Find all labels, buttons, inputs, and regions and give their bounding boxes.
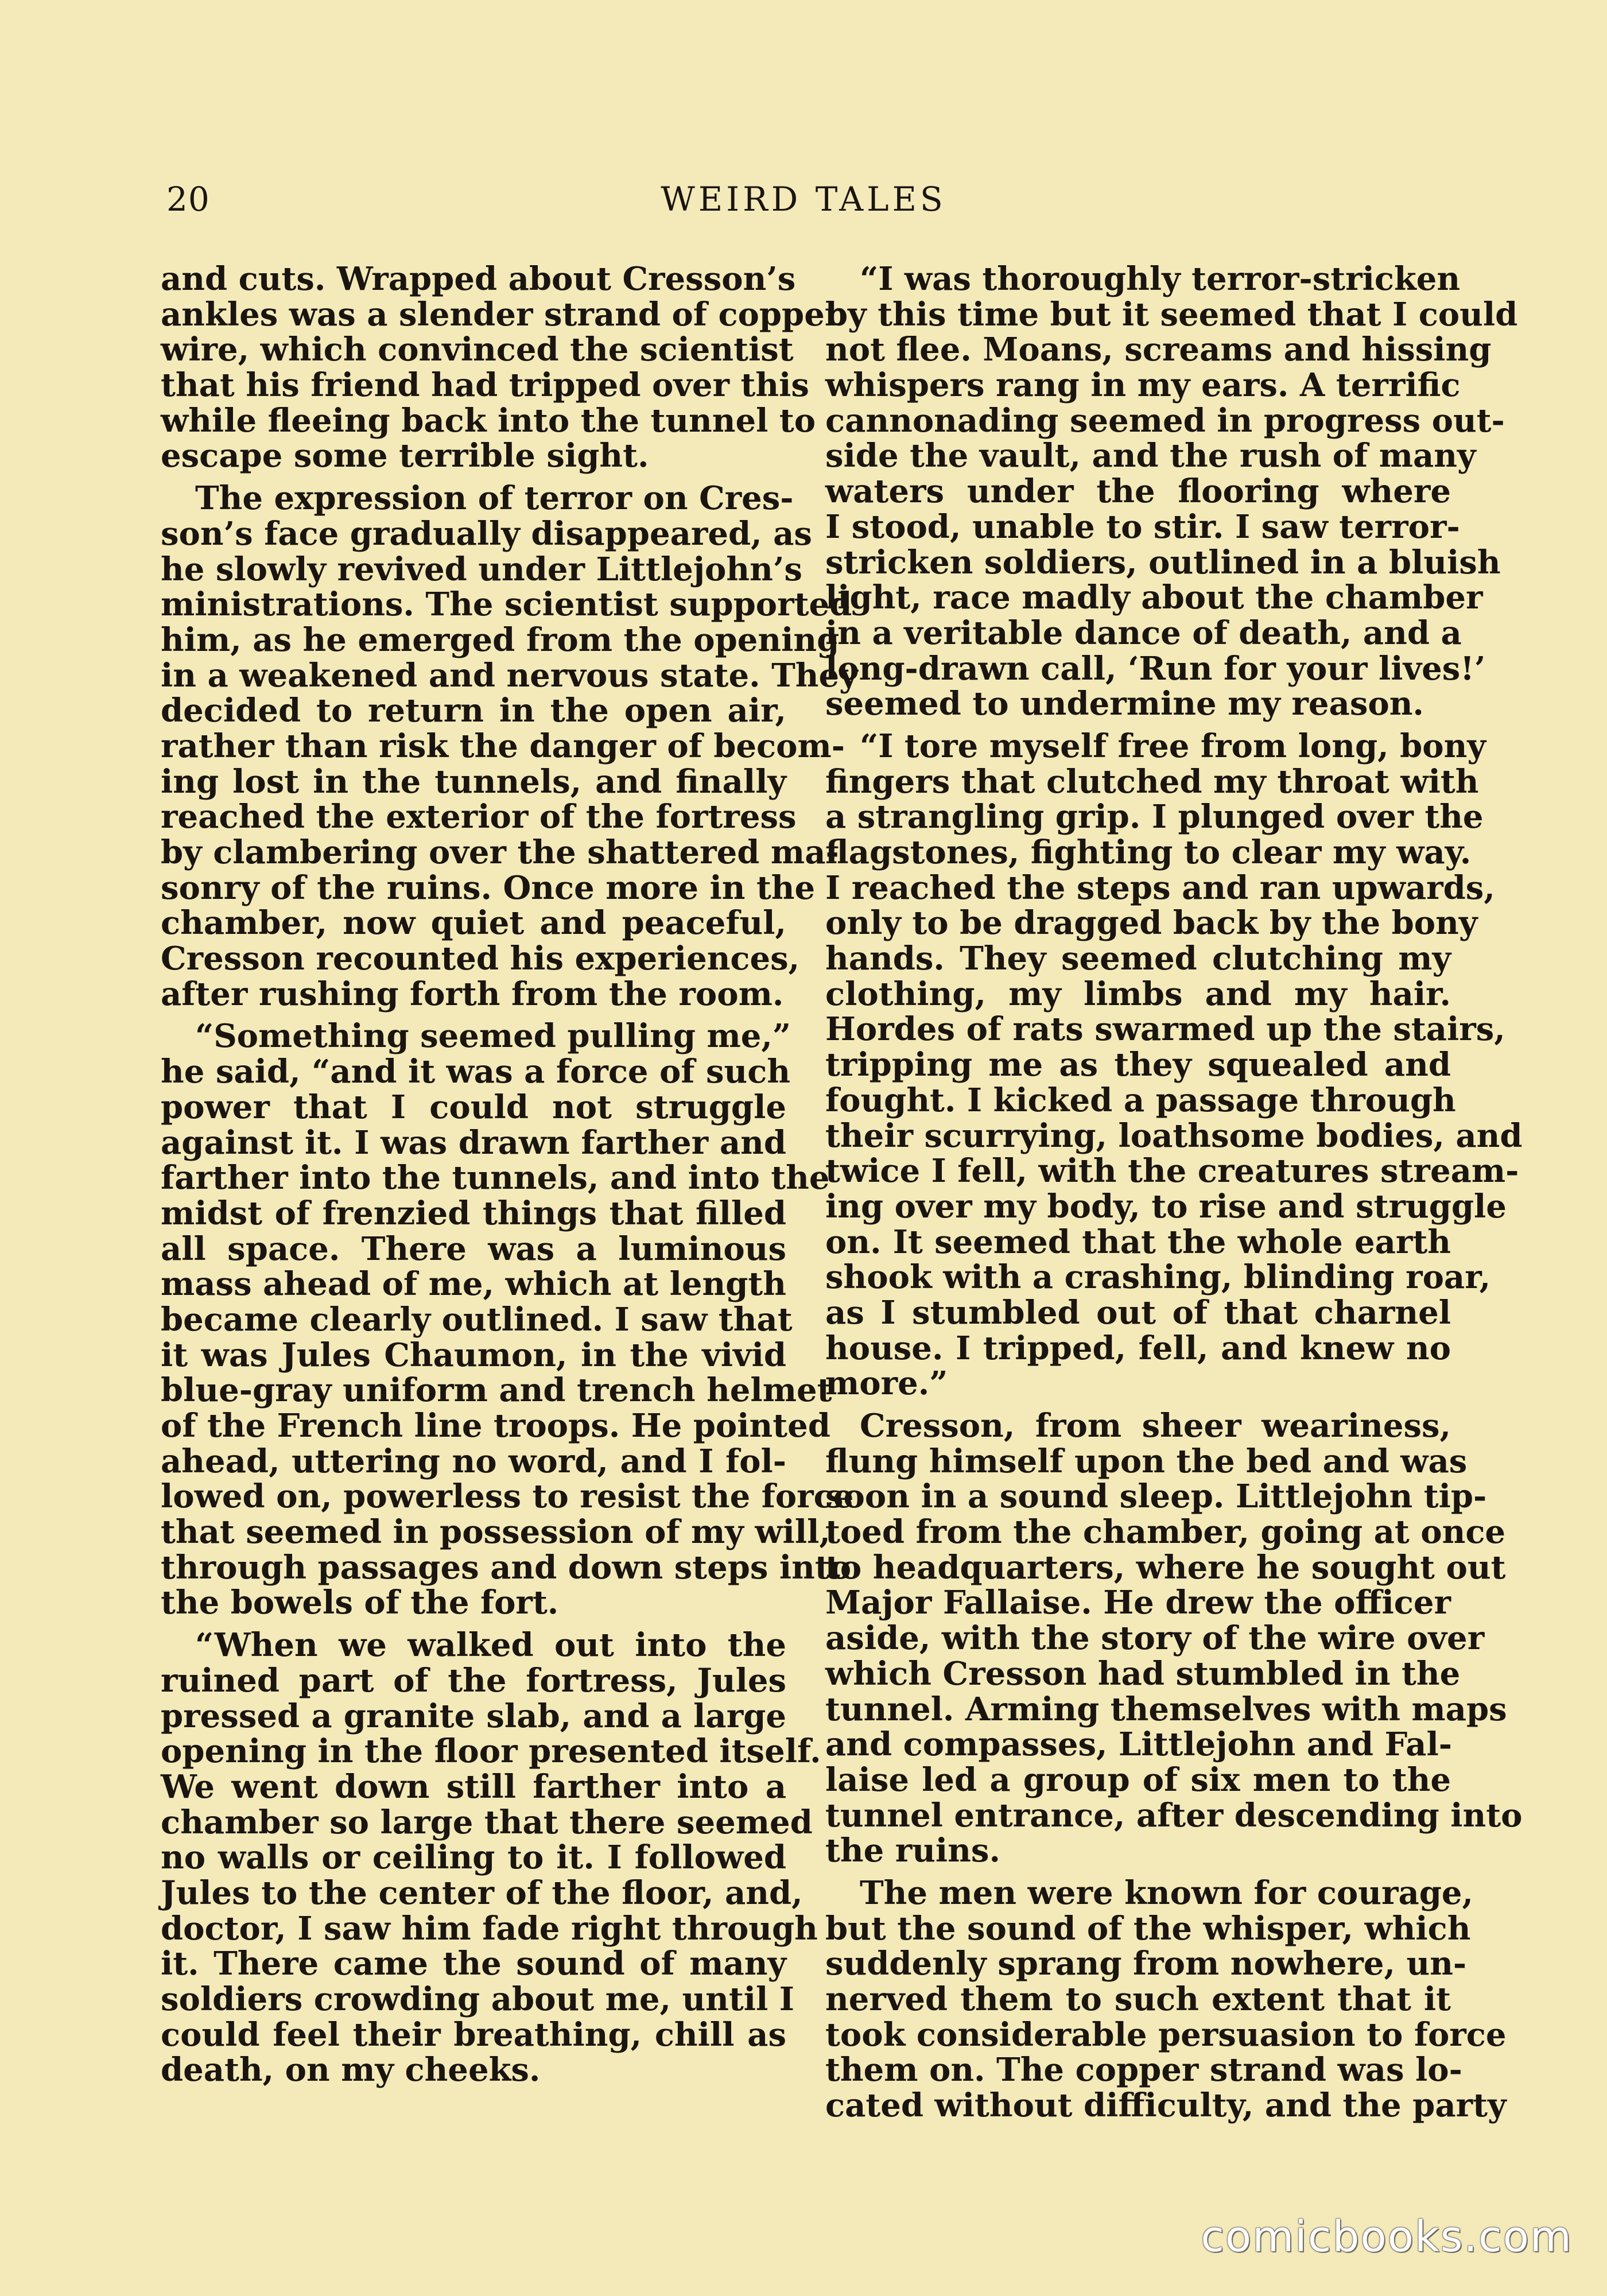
text-line: pressed a granite slab, and a large [161,1697,786,1735]
text-line: by clambering over the shattered ma- [161,833,839,871]
text-line: escape some terrible sight. [161,437,649,475]
text-line: while fleeing back into the tunnel to [161,401,816,440]
text-line: house. I tripped, fell, and knew no [825,1329,1451,1367]
text-line: that his friend had tripped over this [161,366,809,405]
text-line: blue-gray uniform and trench helmet [161,1371,832,1410]
text-line: fingers that clutched my throat with [825,762,1479,801]
text-line: soon in a sound sleep. Littlejohn tip- [825,1477,1487,1516]
text-line: and cuts. Wrapped about Cresson’s [161,260,796,298]
text-line: flung himself upon the bed and was [825,1442,1468,1480]
text-line: ankles was a slender strand of copper [161,295,842,333]
text-line: ahead, uttering no word, and I fol- [161,1442,786,1480]
text-line: nerved them to such extent that it [825,1980,1451,2018]
text-line: doctor, I saw him fade right through [161,1909,818,1948]
text-line: it. There came the sound of many [161,1945,786,1983]
text-line: of the French line troops. He pointed [161,1407,830,1445]
text-line: The expression of terror on Cres- [195,479,794,518]
text-line: side the vault, and the rush of many [825,437,1476,475]
text-line: the ruins. [825,1832,1000,1870]
running-head: WEIRD TALES [661,180,946,219]
text-line: a strangling grip. I plunged over the [825,798,1484,836]
text-line: I stood, unable to stir. I saw terror- [825,507,1460,546]
text-line: sonry of the ruins. Once more in the [161,868,816,907]
text-line: not flee. Moans, screams and hissing [825,331,1492,369]
text-line: clothing, my limbs and my hair. [825,975,1451,1013]
text-line: farther into the tunnels, and into the [161,1159,830,1197]
text-line: “I tore myself free from long, bony [860,727,1486,765]
text-line: ing lost in the tunnels, and finally [161,762,786,801]
text-line: aside, with the story of the wire over [825,1619,1485,1658]
text-line: death, on my cheeks. [161,2051,541,2089]
text-line: lowed on, powerless to resist the force [161,1477,854,1516]
text-line: long-drawn call, ‘Run for your lives!’ [825,649,1486,688]
text-line: only to be dragged back by the bony [825,904,1478,943]
text-line: “When we walked out into the [195,1626,786,1665]
text-line: flagstones, fighting to clear my way. [825,833,1472,871]
text-line: hands. They seemed clutching my [825,940,1451,978]
text-line: could feel their breathing, chill as [161,2015,786,2054]
text-line: light, race madly about the chamber [825,579,1483,617]
text-line: that seemed in possession of my will, [161,1513,830,1552]
text-line: mass ahead of me, which at length [161,1265,786,1304]
text-line: after rushing forth from the room. [161,975,784,1013]
text-line: it was Jules Chaumon, in the vivid [161,1336,786,1374]
text-line: but the sound of the whisper, which [825,1909,1471,1948]
text-line: them on. The copper strand was lo- [825,2051,1462,2089]
right-column [825,260,1523,2125]
text-line: midst of frenzied things that filled [161,1194,786,1232]
text-line: cannonading seemed in progress out- [825,401,1505,440]
text-line: by this time but it seemed that I could [825,295,1518,333]
text-line: suddenly sprang from nowhere, un- [825,1945,1467,1983]
text-line: all space. There was a luminous [161,1230,786,1268]
text-line: on. It seemed that the whole earth [825,1223,1451,1261]
text-line: Cresson recounted his experiences, [161,940,800,978]
text-line: chamber so large that there seemed [161,1803,813,1841]
text-line: to headquarters, where he sought out [825,1548,1506,1587]
text-line: and compasses, Littlejohn and Fal- [825,1725,1452,1764]
text-line: Jules to the center of the floor, and, [161,1874,803,1912]
text-line: tripping me as they squealed and [825,1046,1451,1084]
left-column [161,260,858,2089]
text-line: he slowly revived under Littlejohn’s [161,550,802,588]
text-line: chamber, now quiet and peaceful, [161,904,786,943]
text-line: laise led a group of six men to the [825,1760,1451,1799]
text-line: ruined part of the fortress, Jules [161,1661,786,1700]
text-line: no walls or ceiling to it. I followed [161,1839,786,1877]
text-line: shook with a crashing, blinding roar, [825,1258,1491,1297]
text-line: which Cresson had stumbled in the [825,1654,1461,1693]
text-line: against it. I was drawn farther and [161,1123,786,1162]
text-line: Major Fallaise. He drew the officer [825,1584,1451,1622]
watermark: comicbooks.com [1201,2212,1573,2262]
text-line: in a veritable dance of death, and a [825,614,1462,652]
text-line: I reached the steps and ran upwards, [825,868,1495,907]
text-line: he said, “and it was a force of such [161,1053,791,1091]
text-line: opening in the floor presented itself. [161,1732,821,1771]
text-line: became clearly outlined. I saw that [161,1300,793,1339]
text-line: twice I fell, with the creatures stream- [825,1152,1519,1190]
text-line: wire, which convinced the scientist [161,331,794,369]
text-line: him, as he emerged from the opening [161,620,840,659]
text-line: We went down still farther into a [161,1767,786,1806]
text-line: tunnel entrance, after descending into [825,1796,1523,1835]
text-line: soldiers crowding about me, until I [161,1980,794,2018]
text-line: fought. I kicked a passage through [825,1081,1456,1119]
text-line: in a weakened and nervous state. They [161,656,858,695]
text-line: power that I could not struggle [161,1088,786,1126]
text-line: as I stumbled out of that charnel [825,1293,1451,1332]
text-line: whispers rang in my ears. A terrific [825,366,1461,405]
text-line: ministrations. The scientist supported [161,585,852,624]
page-number: 20 [166,180,210,219]
text-line: took considerable persuasion to force [825,2015,1507,2054]
text-line: tunnel. Arming themselves with maps [825,1690,1507,1728]
text-line: “I was thoroughly terror-stricken [860,260,1461,298]
text-line: Cresson, from sheer weariness, [860,1407,1451,1445]
text-line: more.” [825,1364,948,1403]
text-line: cated without difficulty, and the party [825,2086,1507,2125]
text-line: their scurrying, loathsome bodies, and [825,1116,1523,1155]
text-line: The men were known for courage, [860,1874,1474,1912]
text-line: the bowels of the fort. [161,1584,559,1622]
text-line: ing over my body, to rise and struggle [825,1187,1507,1225]
text-line: reached the exterior of the fortress [161,798,797,836]
text-line: rather than risk the danger of becom- [161,727,845,765]
text-line: decided to return in the open air, [161,692,786,730]
text-line: “Something seemed pulling me,” [195,1017,791,1056]
text-line: waters under the flooring where [825,472,1451,511]
text-line: toed from the chamber, going at once [825,1513,1506,1552]
text-line: son’s face gradually disappeared, as [161,514,812,553]
text-line: seemed to undermine my reason. [825,685,1424,723]
text-line: through passages and down steps into [161,1548,852,1587]
text-line: Hordes of rats swarmed up the stairs, [825,1010,1505,1049]
text-line: stricken soldiers, outlined in a bluish [825,543,1501,581]
